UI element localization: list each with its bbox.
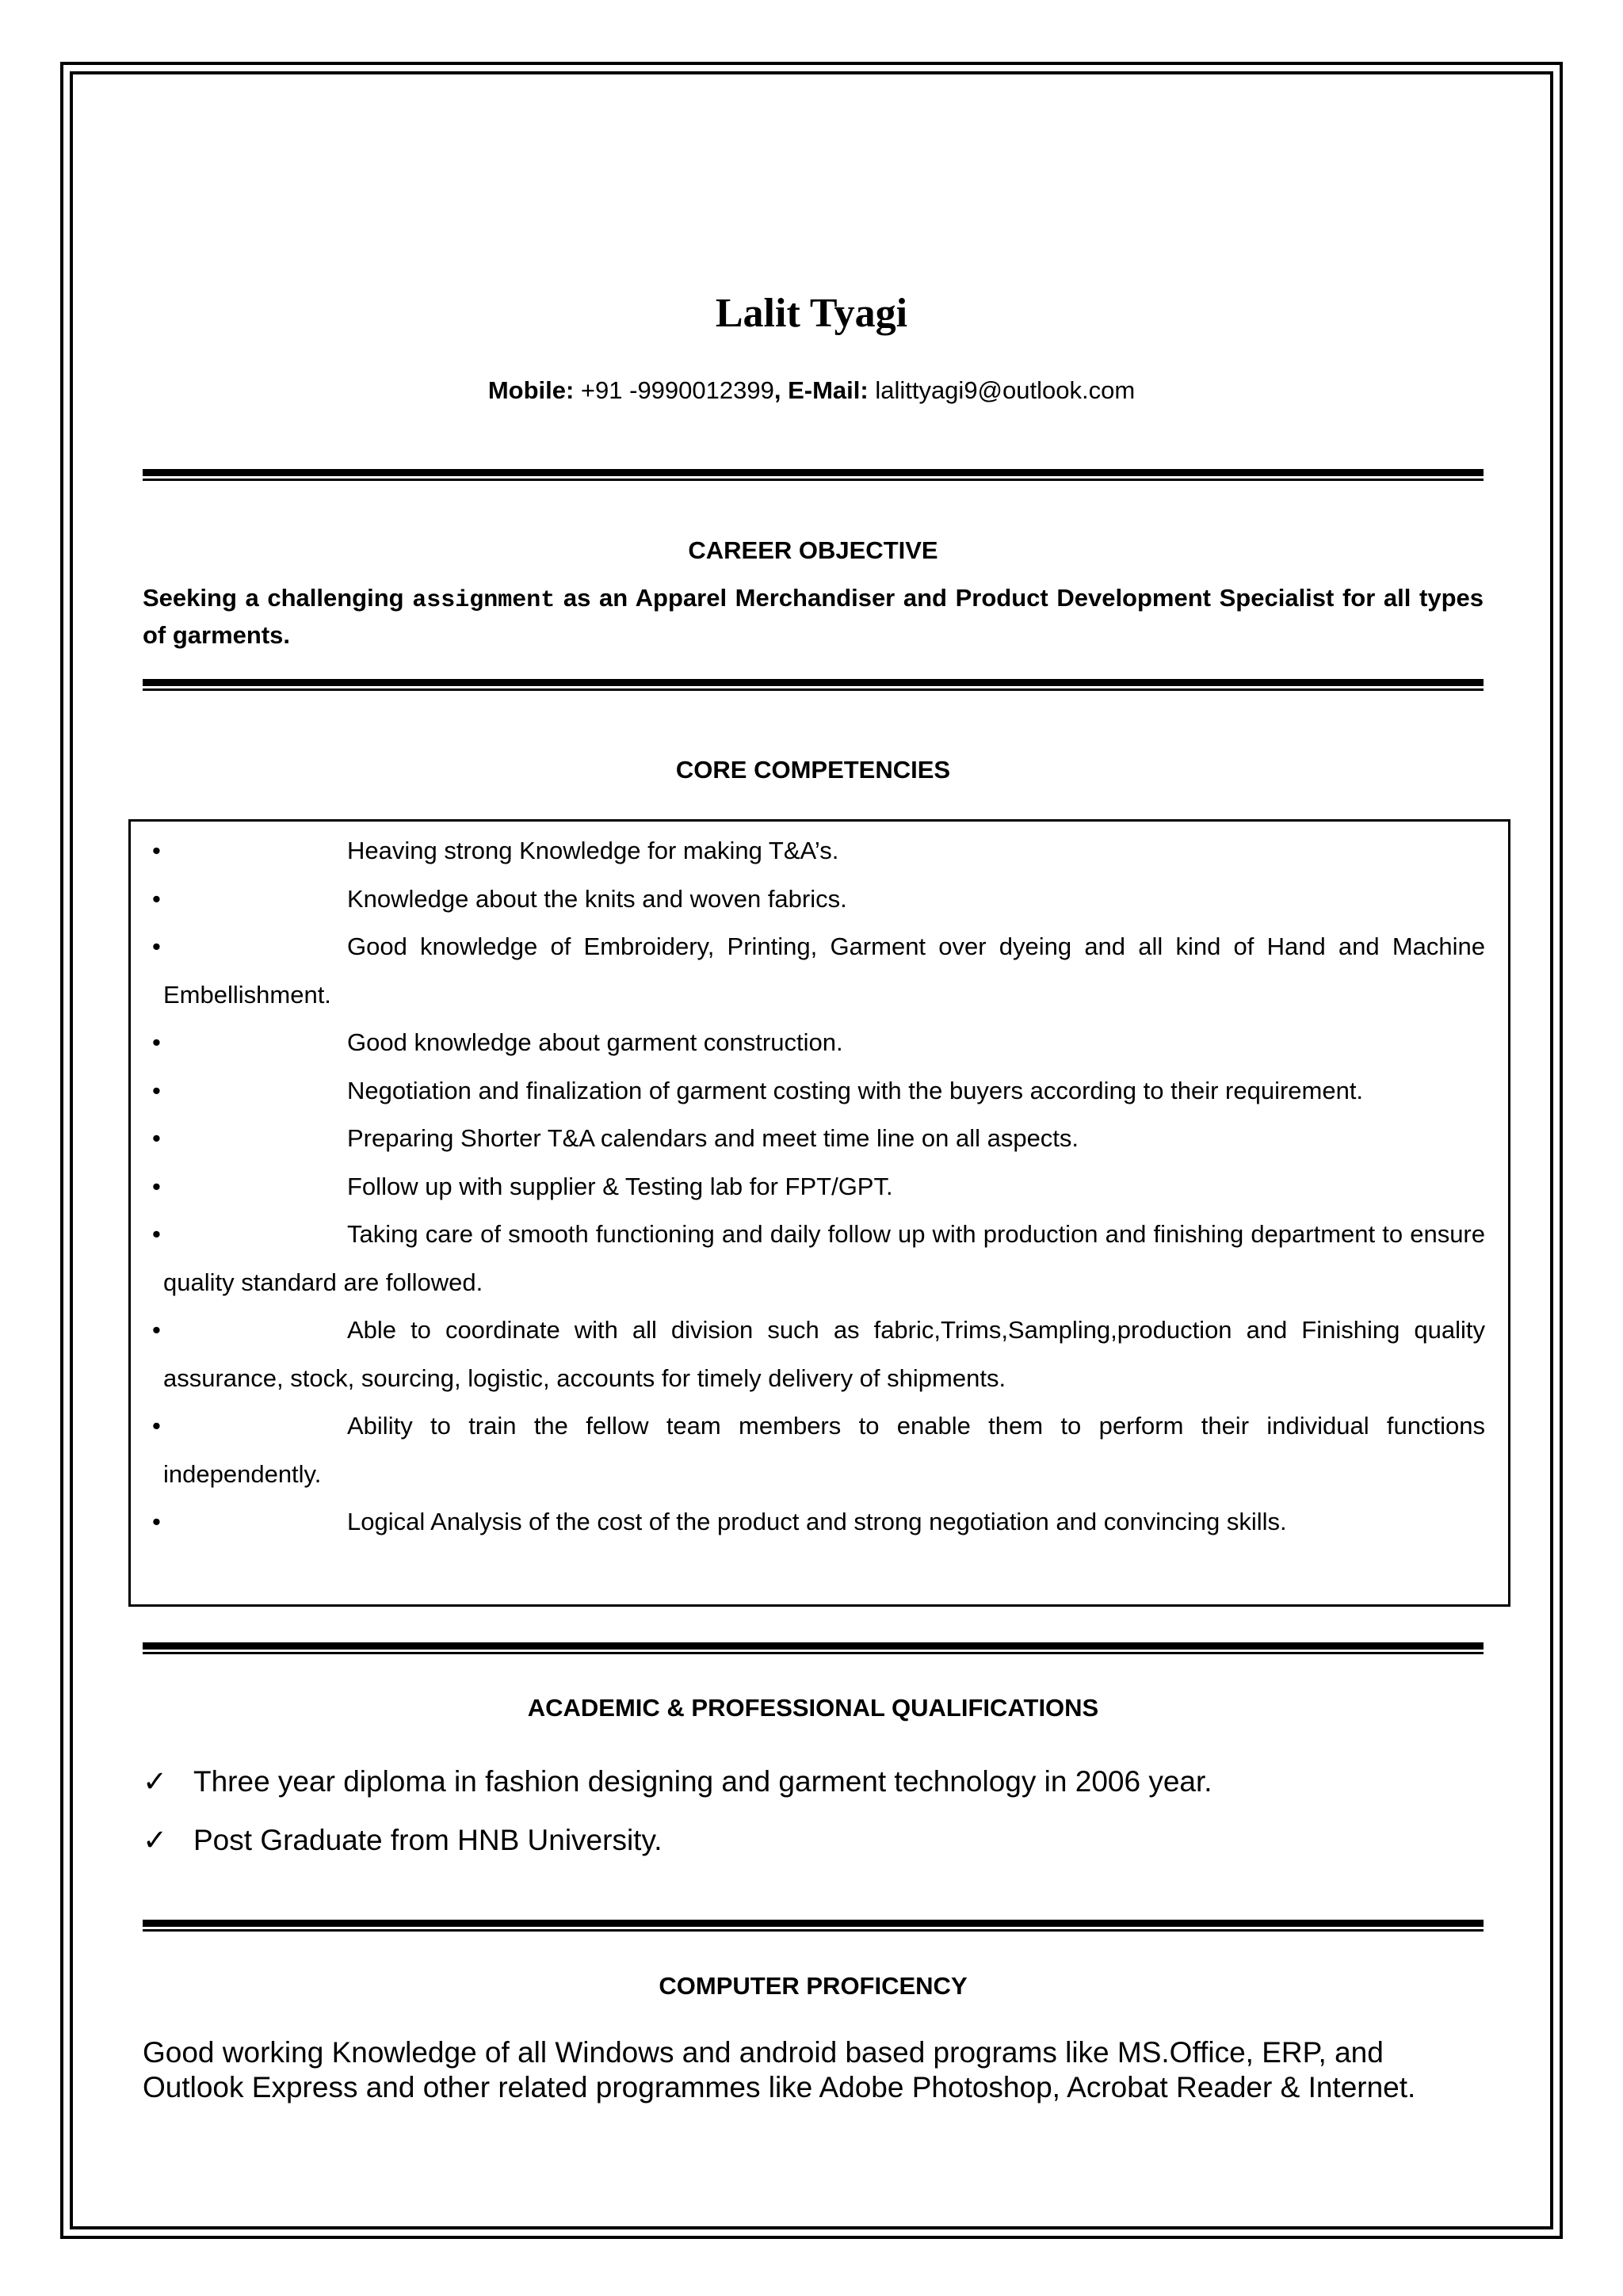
list-item: • Ability to train the fellow team members to enable them to perform their individual functions independently. (163, 1402, 1485, 1498)
career-objective-text: Seeking a challenging assignment as an Apparel Merchandiser and Product Development Specialist for all types of garments. (143, 584, 1484, 649)
checkmark-icon: ✓ (143, 1765, 168, 1798)
core-competencies-list (163, 827, 1485, 1547)
core-competencies-heading: CORE COMPETENCIES (675, 756, 951, 784)
section-divider (143, 1920, 1484, 1932)
qualifications-list (143, 1753, 1212, 1870)
career-objective-heading: CAREER OBJECTIVE (688, 536, 938, 564)
list-item: • Preparing Shorter T&A calendars and meet time line on all aspects. (163, 1115, 1485, 1163)
section-divider (143, 1642, 1484, 1654)
list-item: • Follow up with supplier & Testing lab for FPT/GPT. (163, 1163, 1485, 1211)
contact-line (0, 376, 1623, 406)
candidate-name: Lalit Tyagi (715, 291, 908, 336)
list-item: • Logical Analysis of the cost of the product and strong negotiation and convincing skills. (163, 1498, 1485, 1547)
list-item: • Able to coordinate with all division such as fabric,Trims,Sampling,production and Finishing quality assurance, stock, sourcing, logistic, accounts for timely delivery of shipments. (163, 1306, 1485, 1402)
email-label: , E-Mail: (773, 376, 869, 404)
checkmark-icon: ✓ (143, 1824, 168, 1856)
email-value: lalittyagi9@outlook.com (868, 376, 1136, 404)
mobile-label: Mobile: (487, 376, 575, 404)
mobile-value: +91 -9990012399 (574, 376, 774, 404)
computer-proficiency-text: Good working Knowledge of all Windows and android based programs like MS.Office, ERP, and Outlook Express and other related programmes like Adobe Photoshop, Acrobat Reader & Internet. (143, 2036, 1416, 2103)
section-divider (143, 469, 1484, 481)
list-item: ✓ Three year diploma in fashion designing and garment technology in 2006 year. (143, 1753, 1212, 1811)
objective-mono-word: assignment (412, 587, 556, 614)
qualifications-heading: ACADEMIC & PROFESSIONAL QUALIFICATIONS (527, 1694, 1099, 1722)
list-item: ✓ Post Graduate from HNB University. (143, 1811, 1212, 1870)
list-item: • Taking care of smooth functioning and daily follow up with production and finishing department to ensure quality standard are followed. (163, 1211, 1485, 1306)
section-divider (143, 679, 1484, 691)
list-item: • Knowledge about the knits and woven fabrics. (163, 875, 1485, 924)
list-item: • Negotiation and finalization of garment costing with the buyers according to their requirement. (163, 1067, 1485, 1116)
list-item: • Good knowledge of Embroidery, Printing, Garment over dyeing and all kind of Hand and Machine Embellishment. (163, 923, 1485, 1019)
computer-proficiency-heading: COMPUTER PROFICENCY (659, 1972, 968, 2000)
list-item: • Heaving strong Knowledge for making T&A’s. (163, 827, 1485, 875)
list-item: • Good knowledge about garment construction. (163, 1019, 1485, 1067)
